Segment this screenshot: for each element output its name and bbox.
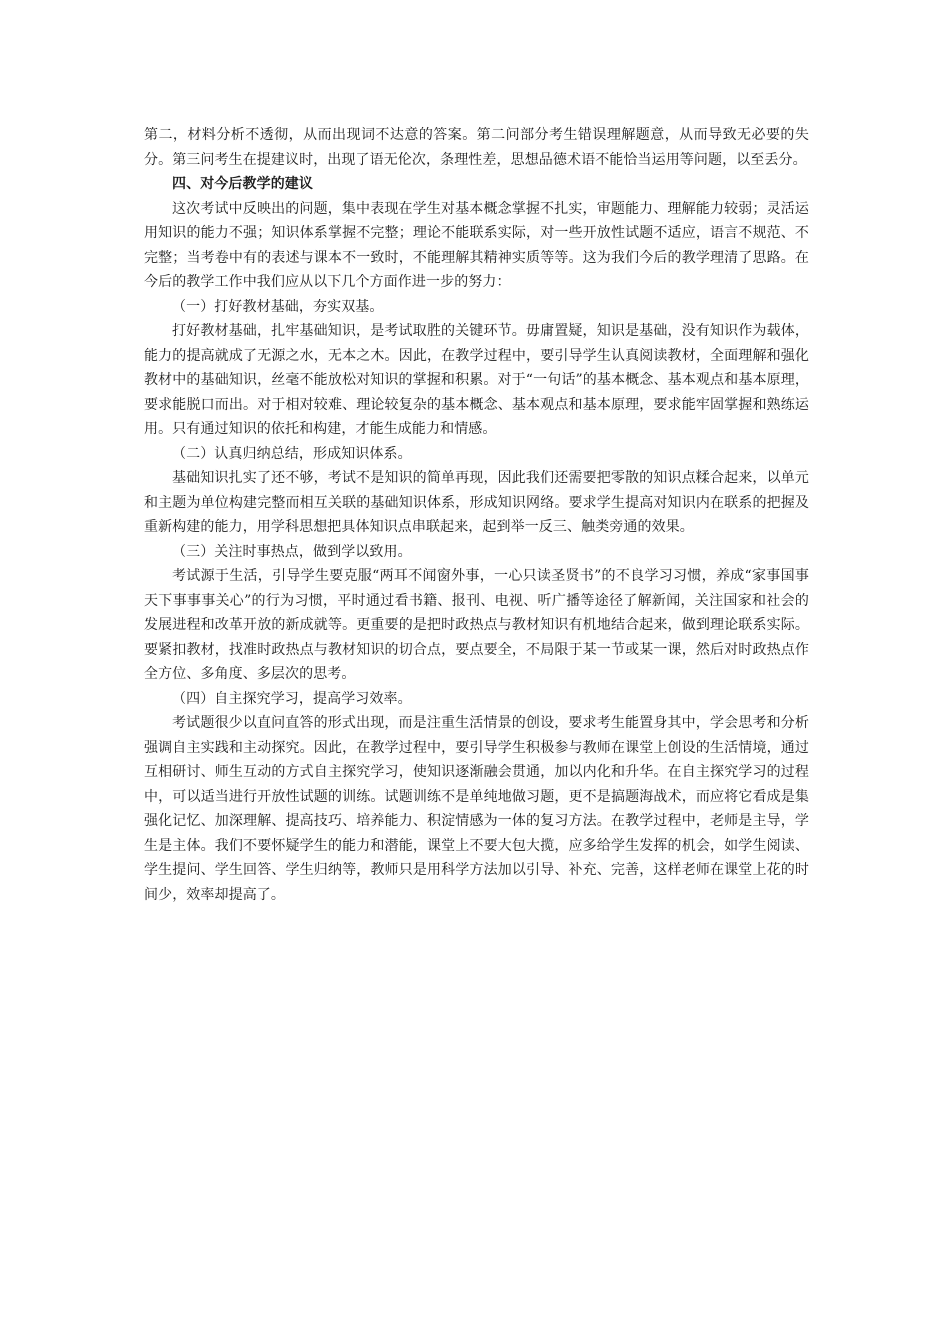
document-page (144, 123, 809, 907)
subsection-body-2: 基础知识扎实了还不够，考试不是知识的简单再现，因此我们还需要把零散的知识点糅合起来，以单元和主题为单位构建完整而相互关联的基础知识体系，形成知识网络。要求学生提高对知识内在联系的把握及重新构建的能力，用学科思想把具体知识点串联起来，起到举一反三、触类旁通的效果。 (144, 470, 809, 535)
subsection-title-2: （二）认真归纳总结，形成知识体系。 (172, 445, 412, 462)
section-heading: 四、对今后教学的建议 (172, 176, 313, 192)
subsection-title-3: （三）关注时事热点，做到学以致用。 (172, 543, 412, 560)
subsection-title-4: （四）自主探究学习，提高学习效率。 (172, 690, 412, 707)
subsection-body-4: 考试题很少以直问直答的形式出现，而是注重生活情景的创设，要求考生能置身其中，学会思考和分析强调自主实践和主动探究。因此，在教学过程中，要引导学生积极参与教师在课堂上创设的生活情境，通过互相研讨、师生互动的方式自主探究学习，使知识逐渐融会贯通，加以内化和升华。在自主探究学习的过程中，可以适当进行开放性试题的训练。试题训练不是单纯地做习题，更不是搞题海战术，而应将它看成是集强化记忆、加深理解、提高技巧、培养能力、积淀情感为一体的复习方法。在教学过程中，老师是主导，学生是主体。我们不要怀疑学生的能力和潜能，课堂上不要大包大揽，应多给学生发挥的机会，如学生阅读、学生提问、学生回答、学生归纳等，教师只是用科学方法加以引导、补充、完善，这样老师在课堂上花的时间少，效率却提高了。 (144, 715, 809, 903)
subsection-body-1: 打好教材基础，扎牢基础知识，是考试取胜的关键环节。毋庸置疑，知识是基础，没有知识作为载体，能力的提高就成了无源之水，无本之木。因此，在教学过程中，要引导学生认真阅读教材，全面理解和强化教材中的基础知识，丝毫不能放松对知识的掌握和积累。对于“一句话”的基本概念、基本观点和基本原理，要求能脱口而出。对于相对较难、理论较复杂的基本概念、基本观点和基本原理，要求能牢固掌握和熟练运用。只有通过知识的依托和构建，才能生成能力和情感。 (144, 323, 809, 437)
subsection-title-1: （一）打好教材基础，夯实双基。 (172, 298, 384, 315)
subsection-body-3: 考试源于生活，引导学生要克服“两耳不闻窗外事，一心只读圣贤书”的不良学习习惯，养成“家事国事天下事事事关心”的行为习惯，平时通过看书籍、报刊、电视、听广播等途径了解新闻，关注国家和社会的发展进程和改革开放的新成就等。更重要的是把时政热点与教材知识有机地结合起来，做到理论联系实际。要紧扣教材，找准时政热点与教材知识的切合点，要点要全，不局限于某一节或某一课，然后对时政热点作全方位、多角度、多层次的思考。 (144, 568, 809, 682)
intro-paragraph: 第二，材料分析不透彻，从而出现词不达意的答案。第二问部分考生错误理解题意，从而导致无必要的失分。第三问考生在提建议时，出现了语无伦次，条理性差，思想品德术语不能恰当运用等问题，以至丢分。 (144, 127, 809, 168)
section-intro-paragraph: 这次考试中反映出的问题，集中表现在学生对基本概念掌握不扎实，审题能力、理解能力较弱；灵活运用知识的能力不强；知识体系掌握不完整；理论不能联系实际，对一些开放性试题不适应，语言不规范、不完整；当考卷中有的表述与课本不一致时，不能理解其精神实质等等。这为我们今后的教学理清了思路。在今后的教学工作中我们应从以下几个方面作进一步的努力： (144, 200, 809, 290)
